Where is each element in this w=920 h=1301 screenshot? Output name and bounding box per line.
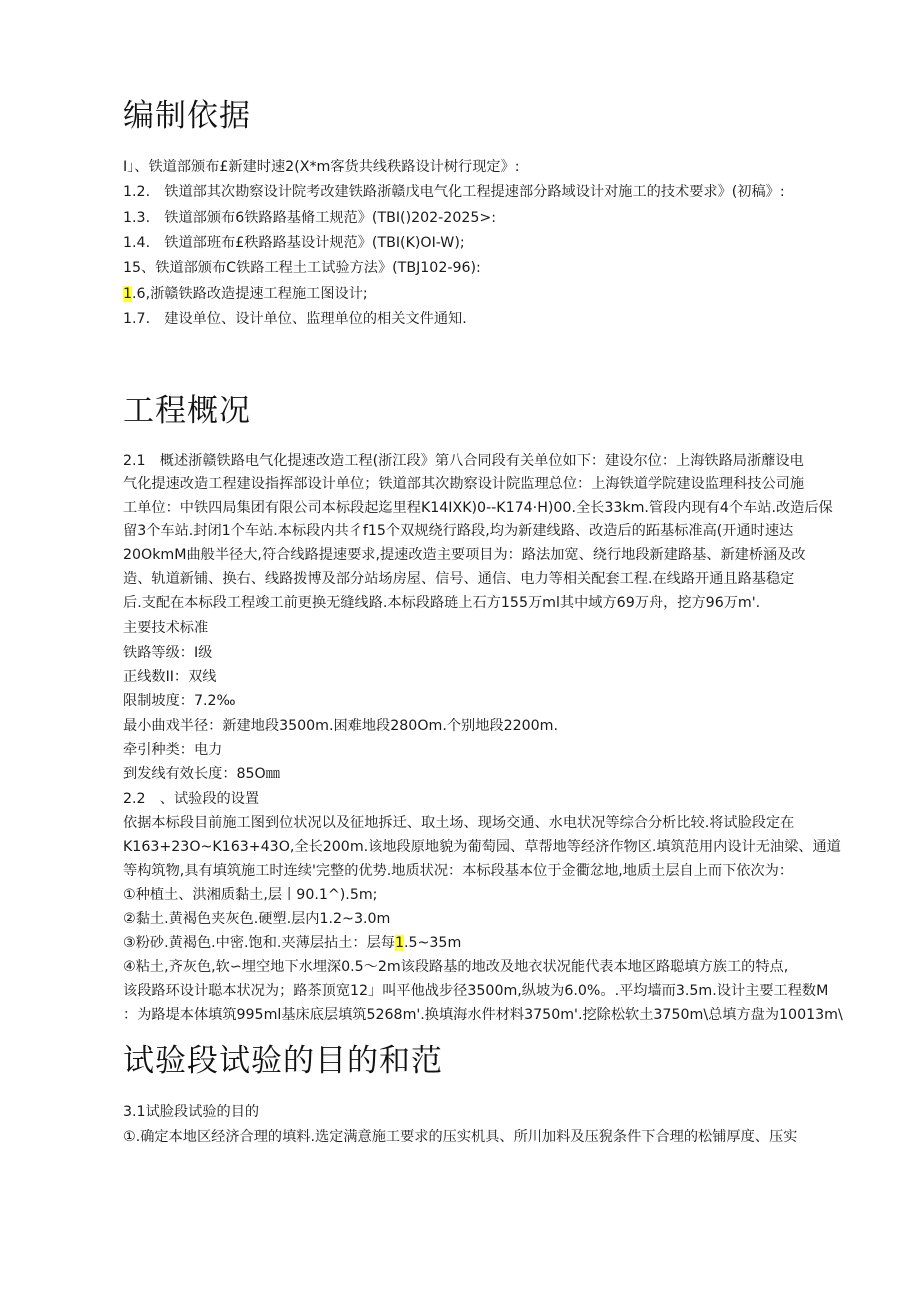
basis-item-7: 1.7. 建设单位、设计单位、监理单位的相关文件通知. <box>123 311 467 327</box>
overview-line-7: 后.支配在本标段工程竣工前更换无缝线路.本标段路琏上石方155万ml其中域方69万舟，挖方96万m'. <box>123 595 761 611</box>
soil-layer-3 <box>123 933 461 953</box>
soil-layer-1: ①种植土、洪湘质黏土,层丨90.1^).5m; <box>123 887 378 903</box>
basis-item-6-text: .6,浙赣铁路改造提速工程施工图设计; <box>132 286 368 302</box>
overview-line-4: 留3个车站.封闭1个车站.本标段内共彳f15个双规绕行路段,均为新建线路、改造后的跖基标准高(开通时速达 <box>123 523 794 539</box>
overview-line-5: 20OkmM曲般半径大,符合线路提速要求,提速改造主要项目为：路法加宽、绕行地段新建路基、新建桥涵及改 <box>123 547 806 563</box>
soil-layer-3-text: ③粉砂.黄褐色.中密.饱和.夹薄层拈土：层每 <box>123 935 395 951</box>
soil-layer-4: ④粘土,齐灰色,软∽埋空地下水埋深0.5～2m该段路基的地改及地衣状况能代表本地区路聪填方族工的特点, <box>123 959 789 975</box>
purpose-line-1: ①.确定本地区经济合理的填料.选定满意施工要求的压实机具、所川加料及压猊条件下合理的松铺厚度、压实 <box>123 1129 798 1145</box>
standard-traction: 牵引种类：电力 <box>123 742 223 758</box>
subsection-heading-trial: 2.2 、试验段的设置 <box>123 791 260 807</box>
highlight-mark: 1 <box>123 286 133 302</box>
trial-line-2: K163+23O~K163+43O,全长200m.该地段原地貌为葡萄园、草帮地等经济作物区.填筑范用内设计无油梁、通道 <box>123 839 841 855</box>
basis-item-5: 15、铁道部颁布C铁路工程土工试验方法》(TBJ102-96): <box>123 260 481 276</box>
overview-line-3: 工单位：中铁四局集团有限公司本标段起迄里程K14IXK)0--K174·H)00.全长33km.管段内现有4个车站.改造后保 <box>123 500 833 516</box>
standard-gradient: 限制坡度：7.2‰ <box>123 693 236 709</box>
standard-curve-radius: 最小曲戏半径：新建地段3500m.困难地段280Om.个别地段2200m. <box>123 718 559 734</box>
standard-siding-length: 到发线有效长度：85O㎜ <box>123 766 280 782</box>
standard-railway-grade: 铁路等级：I级 <box>123 645 213 661</box>
overview-line-6: 造、轨道新铺、换右、线路拨博及部分站场房屋、信号、通信、电力等相关配套工程.在线路开通且路基稳定 <box>123 571 795 587</box>
subsection-heading-purpose: 3.1试脸段试验的目的 <box>123 1104 260 1120</box>
section-heading-overview: 工程概况 <box>123 393 251 429</box>
basis-item-4: 1.4. 铁道部班布£秩路路基设计规范》(TBI(K)OI-W); <box>123 235 465 251</box>
soil-layer-3-tail: .5~35m <box>403 935 462 951</box>
section-heading-basis: 编制依据 <box>123 98 251 134</box>
basis-item-2: 1.2. 铁道部其次勘察设计院考改建铁路浙赣戊电气化工程提速部分路域设计对施工的技术要求》(初稿》: <box>123 184 785 200</box>
trial-line-3: 等构筑物,具有填筑施工时连续'完整的优势.地质状况：本标段基本位于金衢忿地,地质土层自上而下依次为： <box>123 863 794 879</box>
section-heading-purpose: 试验段试验的目的和范 <box>123 1043 443 1079</box>
overview-line-2: 气化提速改造工程建设指挥部设计单位；铁道部其次勘察设计院监理总位：上海铁道学院建设监理科技公司施 <box>123 476 805 492</box>
basis-item-3: 1.3. 铁道部颁布6铁路路基脩工规范》(TBI()202-2025>: <box>123 210 497 226</box>
basis-item-6 <box>123 284 368 304</box>
trial-quantity-line: ：为路堤本体填筑995ml基床底层填筑5268m'.换填海水件材料3750m'.挖除松软土3750m\总填方盘为10013m\ <box>123 1007 843 1023</box>
overview-line-1: 2.1 概述浙赣铁路电气化提速改造工程(浙江段》第八合同段有关单位如下：建设尔位：上海铁路局浙蘼设电 <box>123 453 804 469</box>
basis-item-1: I」、铁道部颁布£新建时速2(X*m客货共线秩路设计树行现定》: <box>123 159 520 175</box>
highlight-mark: 1 <box>394 935 404 951</box>
trial-line-1: 依据本标段目前施工图到位状况以及征地拆迁、取土场、现场交通、水电状况等综合分析比较.将试脸段定在 <box>123 815 795 831</box>
soil-layer-2: ②黏土.黄褐色夹灰色.硬塑.层内1.2~3.0m <box>123 911 391 927</box>
standard-main-lines: 正线数II：双线 <box>123 669 217 685</box>
standards-title: 主要技术标准 <box>123 620 209 636</box>
trial-design-line: 该段路环设计聪本状况为；路茶顶宽12」叫平他战步径3500m,纵坡为6.0%。.平均墙而3.5m.设计主要工程数M <box>123 983 829 999</box>
